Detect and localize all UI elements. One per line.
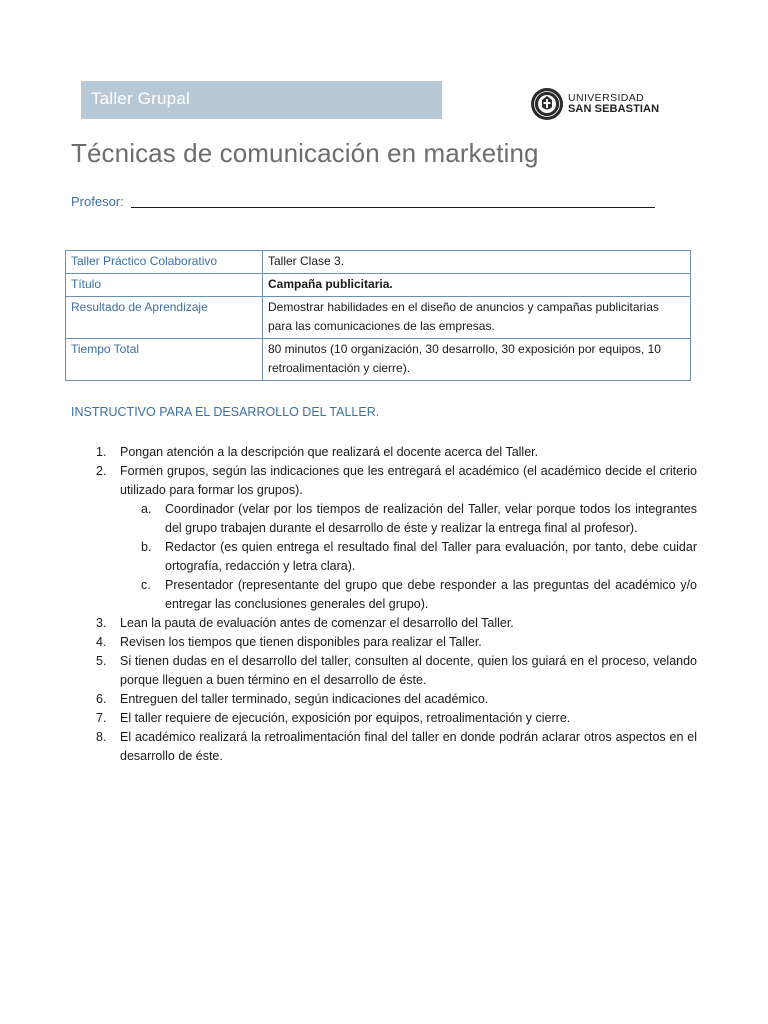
- list-item-text: Entreguen del taller terminado, según indicaciones del académico.: [120, 692, 489, 706]
- list-item-number: 1.: [96, 445, 107, 459]
- list-item-number: 8.: [96, 730, 107, 744]
- instructions-heading: INSTRUCTIVO PARA EL DESARROLLO DEL TALLER.: [71, 405, 380, 419]
- table-row: [66, 274, 691, 297]
- instructions-list: [96, 443, 697, 766]
- list-item-text: Pongan atención a la descripción que realizará el docente acerca del Taller.: [120, 445, 539, 459]
- list-item-text: Revisen los tiempos que tienen disponibles para realizar el Taller.: [120, 635, 482, 649]
- header-banner: [81, 81, 442, 119]
- list-item-text: El académico realizará la retroalimentación final del taller en donde podrán aclarar otros aspectos en el desarrollo de éste.: [120, 730, 697, 763]
- list-item-number: 6.: [96, 692, 107, 706]
- list-subitem-text: Coordinador (velar por los tiempos de realización del Taller, velar porque todos los integrantes del grupo trabajen durante el desarrollo de éste y realizar la entrega final al profesor).: [165, 502, 697, 535]
- banner-label: Taller Grupal: [91, 89, 190, 108]
- list-subitem: [96, 576, 697, 614]
- university-seal-icon: [530, 82, 564, 126]
- table-value-cell: Campaña publicitaria.: [263, 274, 691, 297]
- list-item-number: 7.: [96, 711, 107, 725]
- university-logo: [530, 82, 660, 126]
- list-item: [96, 690, 697, 709]
- list-subitem-letter: c.: [141, 578, 151, 592]
- table-row: [66, 297, 691, 339]
- list-item-text: Formen grupos, según las indicaciones que les entregará el académico (el académico decide el criterio utilizado para formar los grupos).: [120, 464, 697, 497]
- list-item: [96, 633, 697, 652]
- logo-text-line1: UNIVERSIDAD: [568, 92, 645, 104]
- list-item-text: Lean la pauta de evaluación antes de comenzar el desarrollo del Taller.: [120, 616, 514, 630]
- list-subitem-letter: b.: [141, 540, 152, 554]
- list-item-text: El taller requiere de ejecución, exposición por equipos, retroalimentación y cierre.: [120, 711, 571, 725]
- list-item: [96, 462, 697, 500]
- profesor-blank-line: [131, 207, 655, 208]
- table-label-cell: Resultado de Aprendizaje: [66, 297, 263, 339]
- table-value-cell: Demostrar habilidades en el diseño de anuncios y campañas publicitarias para las comunicaciones de las empresas.: [263, 297, 691, 339]
- list-subitem-text: Presentador (representante del grupo que debe responder a las preguntas del académico y/o entregar las conclusiones generales del grupo).: [165, 578, 697, 611]
- table-row: [66, 339, 691, 381]
- list-item-text: Si tienen dudas en el desarrollo del taller, consulten al docente, quien los guiará en el proceso, velando porque lleguen a buen término en el desarrollo de éste.: [120, 654, 697, 687]
- list-item-number: 5.: [96, 654, 107, 668]
- list-item: [96, 614, 697, 633]
- list-item: [96, 728, 697, 766]
- list-item: [96, 652, 697, 690]
- document-title: Técnicas de comunicación en marketing: [71, 138, 539, 168]
- list-item: [96, 443, 697, 462]
- list-subitem: [96, 538, 697, 576]
- table-value-cell: Taller Clase 3.: [263, 251, 691, 274]
- table-value-cell: 80 minutos (10 organización, 30 desarrollo, 30 exposición por equipos, 10 retroalimentación y cierre).: [263, 339, 691, 381]
- list-item-number: 4.: [96, 635, 107, 649]
- list-subitem: [96, 500, 697, 538]
- list-item-number: 3.: [96, 616, 107, 630]
- table-label-cell: Título: [66, 274, 263, 297]
- table-label-cell: Tiempo Total: [66, 339, 263, 381]
- table-row: [66, 251, 691, 274]
- info-table: [65, 250, 691, 381]
- profesor-label: Profesor:: [71, 194, 124, 209]
- logo-text-line2: SAN SEBASTIAN: [568, 103, 660, 115]
- list-item: [96, 709, 697, 728]
- list-subitem-letter: a.: [141, 502, 152, 516]
- table-label-cell: Taller Práctico Colaborativo: [66, 251, 263, 274]
- list-subitem-text: Redactor (es quien entrega el resultado final del Taller para evaluación, por tanto, debe cuidar ortografía, redacción y letra clara).: [165, 540, 697, 573]
- list-item-number: 2.: [96, 464, 107, 478]
